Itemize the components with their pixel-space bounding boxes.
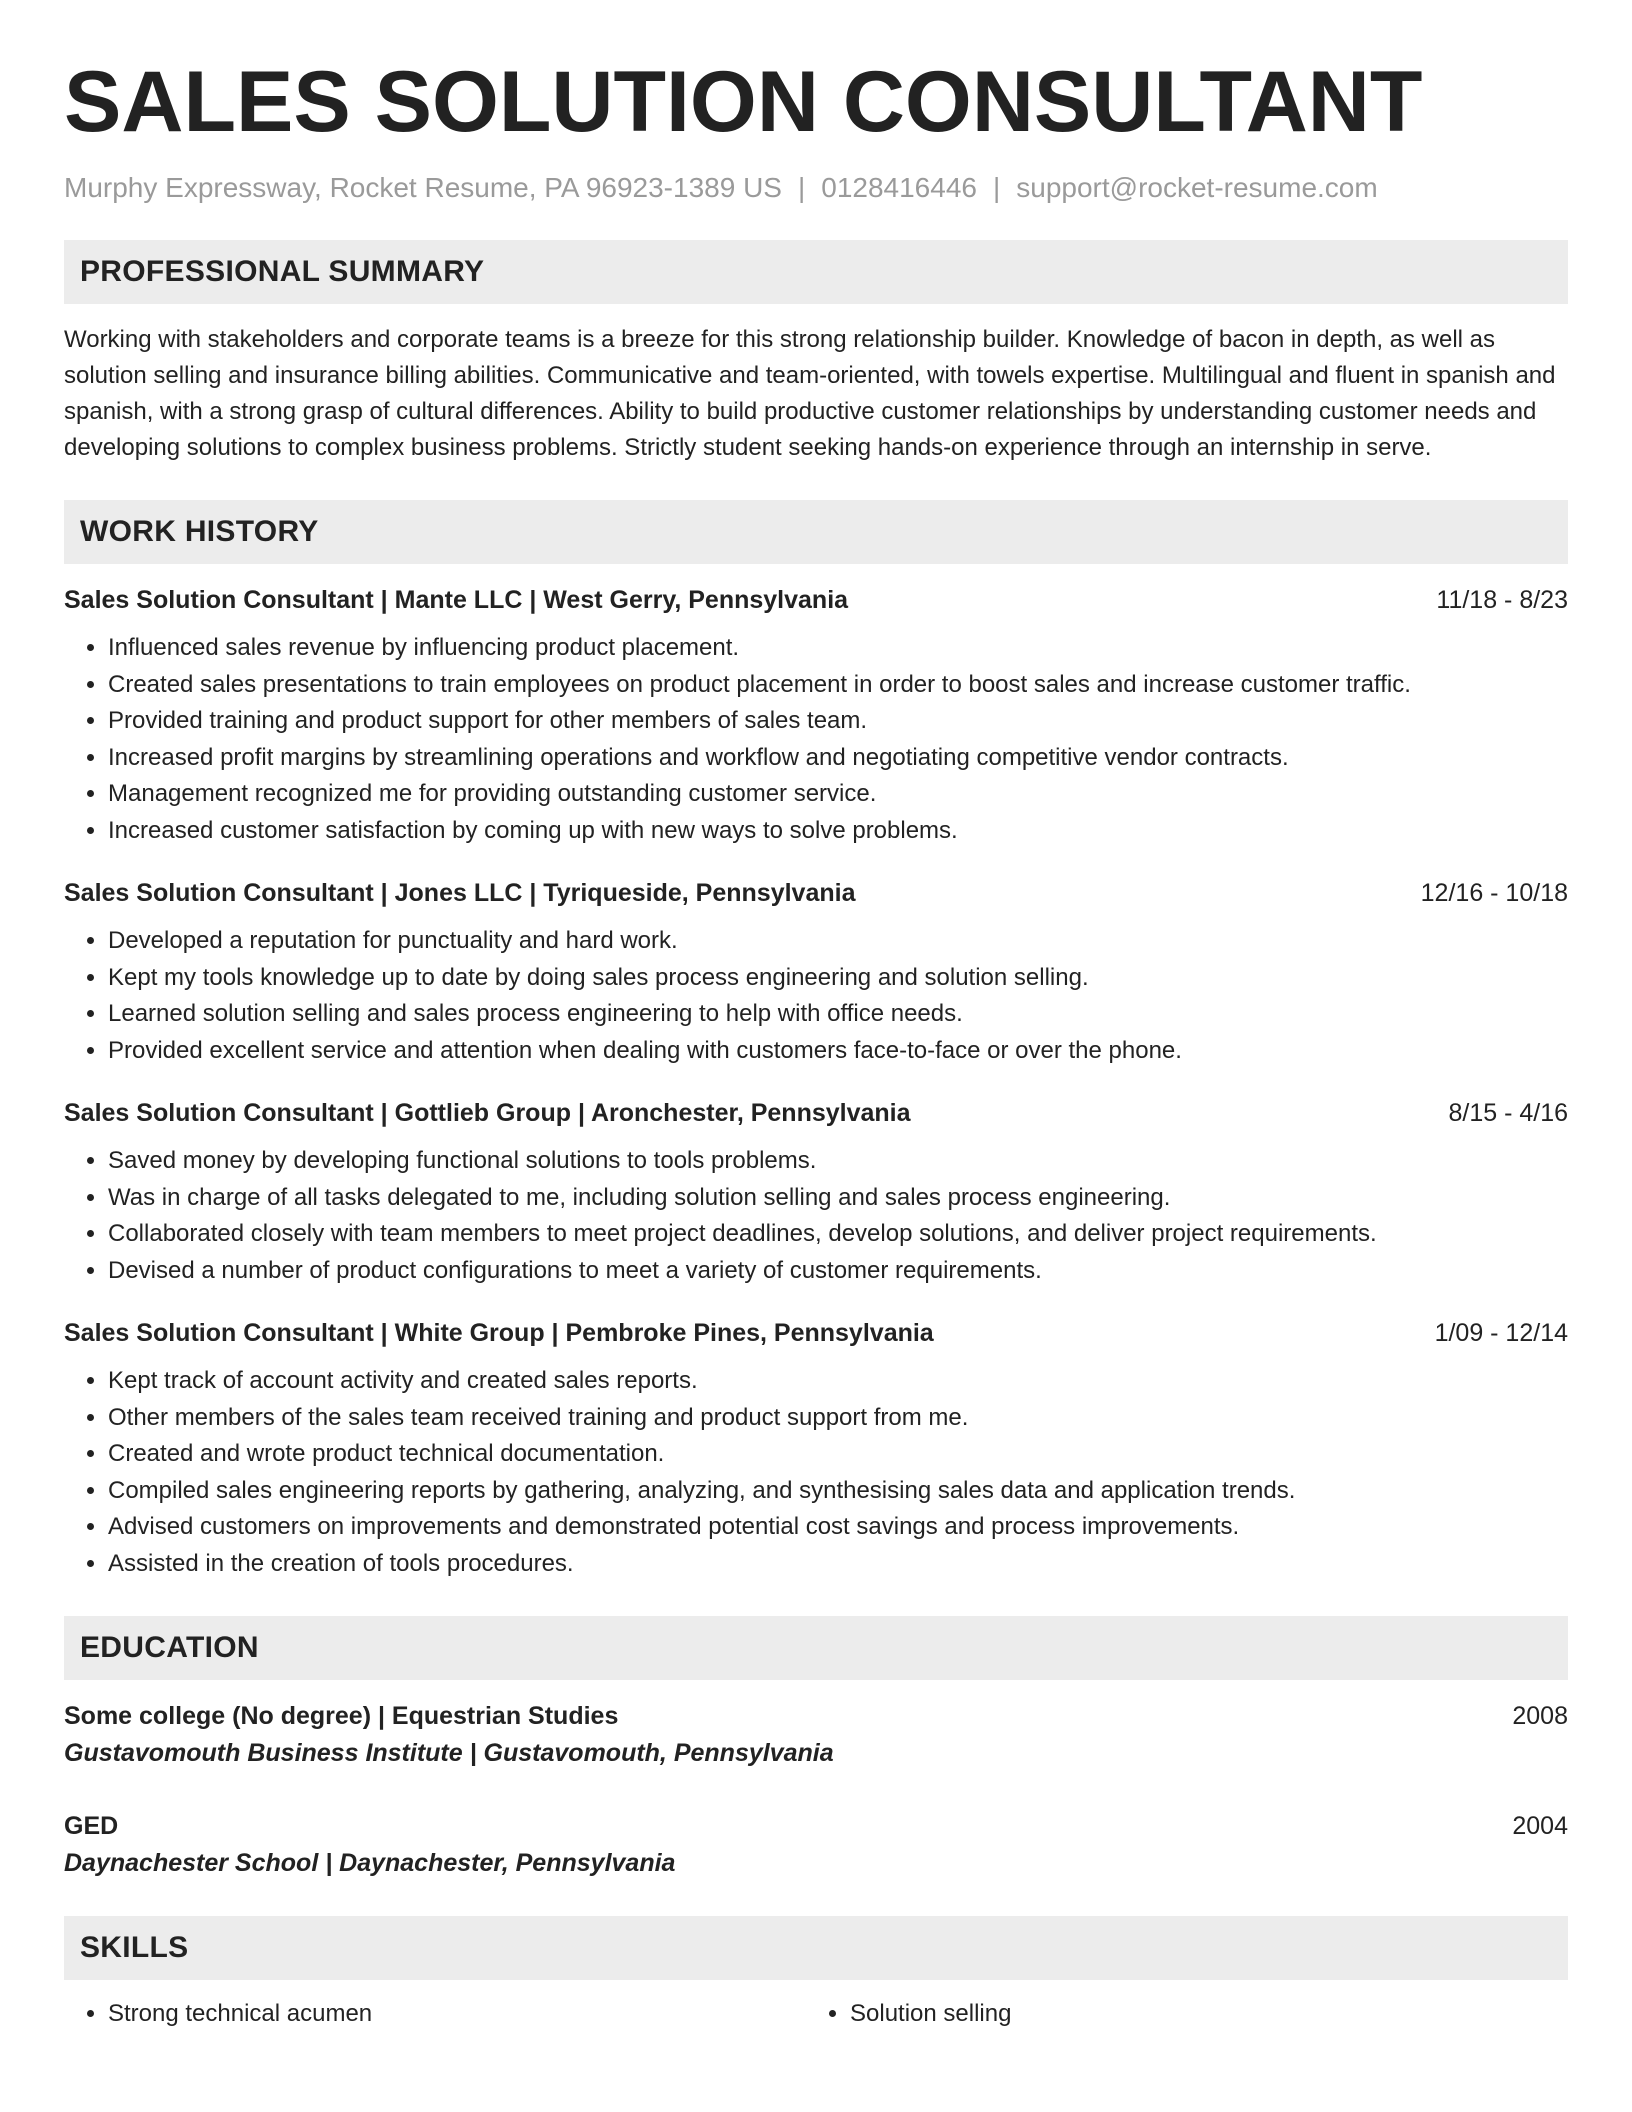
skill-item: • Solution selling [850, 1996, 1548, 2032]
job-bullet: • Learned solution selling and sales process engineering to help with office needs. [108, 996, 1568, 1033]
contact-email: support@rocket-resume.com [1016, 172, 1378, 203]
job-title: Sales Solution Consultant | Mante LLC | West Gerry, Pennsylvania [64, 586, 849, 614]
skills-list [64, 1996, 1568, 2032]
education-entry [64, 1808, 1568, 1882]
job-header [64, 1095, 1568, 1131]
contact-address: Murphy Expressway, Rocket Resume, PA 96923-1389 US [64, 172, 782, 203]
contact-separator: | [797, 172, 806, 203]
education-degree: Some college (No degree) | Equestrian Studies [64, 1702, 619, 1730]
job-entry [64, 582, 1568, 849]
summary-heading: PROFESSIONAL SUMMARY [64, 240, 1568, 304]
job-dates: 11/18 - 8/23 [1436, 586, 1568, 614]
job-dates: 8/15 - 4/16 [1448, 1099, 1568, 1127]
job-bullet: • Developed a reputation for punctuality and hard work. [108, 923, 1568, 960]
job-entry [64, 875, 1568, 1069]
job-bullets [64, 1363, 1568, 1582]
job-bullets [64, 1143, 1568, 1289]
job-bullet: • Increased customer satisfaction by coming up with new ways to solve problems. [108, 813, 1568, 850]
education-year: 2004 [1512, 1812, 1568, 1840]
job-bullet: • Provided excellent service and attention when dealing with customers face-to-face or over the phone. [108, 1033, 1568, 1070]
job-bullet: • Increased profit margins by streamlining operations and workflow and negotiating competitive vendor contracts. [108, 740, 1568, 777]
education-degree: GED [64, 1812, 119, 1840]
job-bullet: • Advised customers on improvements and demonstrated potential cost savings and process improvements. [108, 1509, 1568, 1546]
education-school: Gustavomouth Business Institute | Gustavomouth, Pennsylvania [64, 1739, 834, 1767]
job-title: Sales Solution Consultant | Gottlieb Group | Aronchester, Pennsylvania [64, 1099, 911, 1127]
summary-text: Working with stakeholders and corporate teams is a breeze for this strong relationship builder. Knowledge of bacon in depth, as well as solution selling and insurance billing abilities. Communicative and team-oriented, with towels expertise. Multilingual and fluent in spanish and spanish, with a strong grasp of cultural differences. Ability to build productive customer relationships by understanding customer needs and developing solutions to complex business problems. Strictly student seeking hands-on experience through an internship in serve. [64, 326, 1556, 461]
job-bullet: • Collaborated closely with team members to meet project deadlines, develop solutions, and deliver project requirements. [108, 1216, 1568, 1253]
job-bullet: • Created and wrote product technical documentation. [108, 1436, 1568, 1473]
skill-item: • Strong technical acumen [108, 1996, 806, 2032]
candidate-name: SALES SOLUTION CONSULTANT [64, 54, 1423, 150]
job-bullet: • Compiled sales engineering reports by gathering, analyzing, and synthesising sales data and application trends. [108, 1473, 1568, 1510]
contact-separator: | [992, 172, 1001, 203]
job-bullets [64, 630, 1568, 849]
job-title: Sales Solution Consultant | Jones LLC | Tyriqueside, Pennsylvania [64, 879, 856, 907]
job-dates: 1/09 - 12/14 [1434, 1319, 1568, 1347]
job-bullet: • Was in charge of all tasks delegated to me, including solution selling and sales process engineering. [108, 1180, 1568, 1217]
education-entry [64, 1698, 1568, 1772]
job-bullets [64, 923, 1568, 1069]
work-history-heading: WORK HISTORY [64, 500, 1568, 564]
job-title: Sales Solution Consultant | White Group | Pembroke Pines, Pennsylvania [64, 1319, 934, 1347]
education-header [64, 1698, 1568, 1734]
skills-heading: SKILLS [64, 1916, 1568, 1980]
skills-column-left [64, 1996, 806, 2032]
education-header [64, 1808, 1568, 1844]
job-bullet: • Created sales presentations to train employees on product placement in order to boost sales and increase customer traffic. [108, 667, 1568, 704]
job-header [64, 875, 1568, 911]
contact-phone: 0128416446 [821, 172, 977, 203]
education-school: Daynachester School | Daynachester, Pennsylvania [64, 1849, 676, 1877]
job-bullet: • Assisted in the creation of tools procedures. [108, 1546, 1568, 1583]
job-header [64, 582, 1568, 618]
job-bullet: • Kept track of account activity and created sales reports. [108, 1363, 1568, 1400]
job-bullet: • Management recognized me for providing outstanding customer service. [108, 776, 1568, 813]
job-bullet: • Provided training and product support for other members of sales team. [108, 703, 1568, 740]
job-header [64, 1315, 1568, 1351]
job-entry [64, 1095, 1568, 1289]
education-year: 2008 [1512, 1702, 1568, 1730]
education-heading: EDUCATION [64, 1616, 1568, 1680]
job-dates: 12/16 - 10/18 [1420, 879, 1568, 907]
job-bullet: • Kept my tools knowledge up to date by doing sales process engineering and solution selling. [108, 960, 1568, 997]
job-bullet: • Devised a number of product configurations to meet a variety of customer requirements. [108, 1253, 1568, 1290]
job-bullet: • Other members of the sales team received training and product support from me. [108, 1400, 1568, 1437]
job-bullet: • Influenced sales revenue by influencing product placement. [108, 630, 1568, 667]
skills-column-right [806, 1996, 1548, 2032]
contact-line [64, 170, 1568, 206]
job-entry [64, 1315, 1568, 1582]
job-bullet: • Saved money by developing functional solutions to tools problems. [108, 1143, 1568, 1180]
